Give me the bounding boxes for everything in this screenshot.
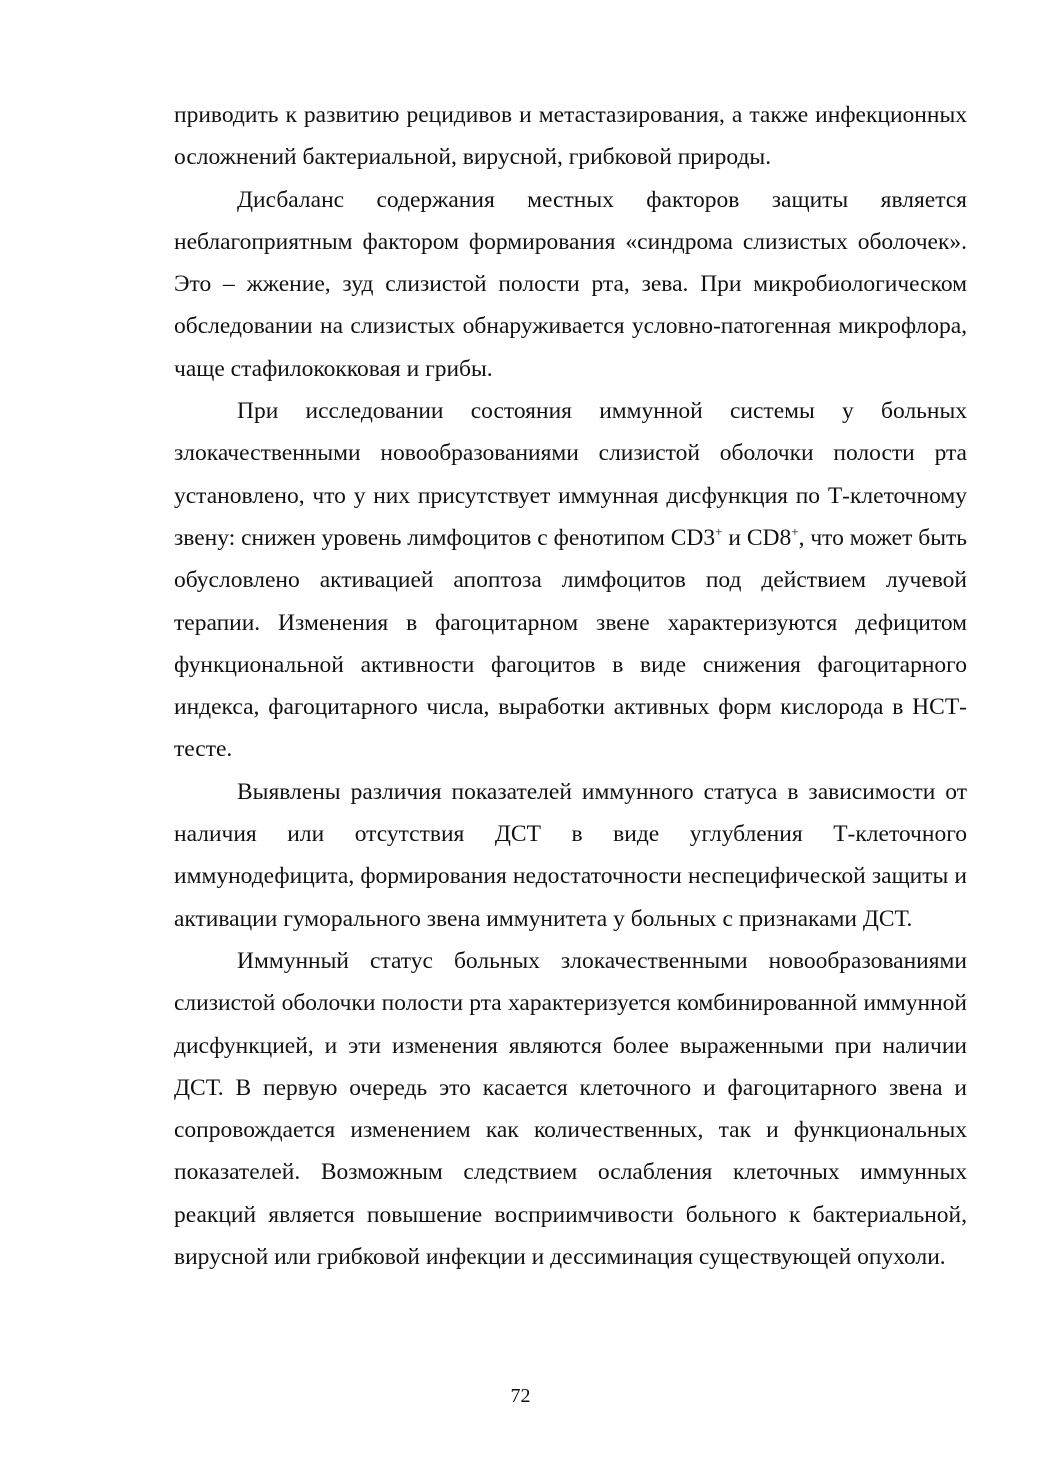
paragraph-immune-text-3: , что может быть обусловлено активацией апоптоза лимфоцитов под действием лучевой терапии. Изменения в фагоцитарном звене характеризуются дефицитом функциональной активности фагоцитов в виде снижения фагоцитарного индекса, фагоцитарного числа, выработки активных форм кислорода в НСТ-тесте. (174, 524, 967, 763)
paragraph-immune-text-1: При исследовании состояния иммунной системы у больных злокачественными новообразованиями слизистой оболочки полости рта установлено, что у них присутствует иммунная дисфункция по Т-клеточному звену: снижен уровень лимфоцитов с фенотипом CD3 (174, 398, 967, 551)
paragraph-immune-status: Иммунный статус больных злокачественными новообразованиями слизистой оболочки полости рта характеризуется комбинированной иммунной дисфункцией, и эти изменения являются более выраженными при наличии ДСТ. В первую очередь это касается клеточного и фагоцитарного звена и сопровождается изменением как количественных, так и функциональных показателей. Возможным следствием ослабления клеточных иммунных реакций является повышение восприимчивости больного к бактериальной, вирусной или грибковой инфекции и дессиминация существующей опухоли. (174, 947, 967, 1271)
paragraph-continuation: приводить к развитию рецидивов и метастазирования, а также инфекционных осложнений бактериальной, вирусной, грибковой природы. (174, 102, 967, 171)
paragraph-immune-text-2: и CD8 (722, 524, 792, 551)
body-text (174, 94, 967, 1278)
superscript-cd8: + (791, 524, 799, 540)
superscript-cd3: + (715, 524, 723, 540)
page-number: 72 (510, 1385, 531, 1407)
paragraph-dst-differences: Выявлены различия показателей иммунного статуса в зависимости от наличия или отсутствия ДСТ в виде углубления Т-клеточного иммунодефицита, формирования недостаточности неспецифической защиты и активации гуморального звена иммунитета у больных с признаками ДСТ. (174, 778, 967, 932)
paragraph-immune-system (174, 390, 967, 771)
paragraph-local-factors: Дисбаланс содержания местных факторов защиты является неблагоприятным фактором формирования «синдрома слизистых оболочек». Это – жжение, зуд слизистой полости рта, зева. При микробиологическом обследовании на слизистых обнаруживается условно-патогенная микрофлора, чаще стафилококковая и грибы. (174, 186, 967, 382)
